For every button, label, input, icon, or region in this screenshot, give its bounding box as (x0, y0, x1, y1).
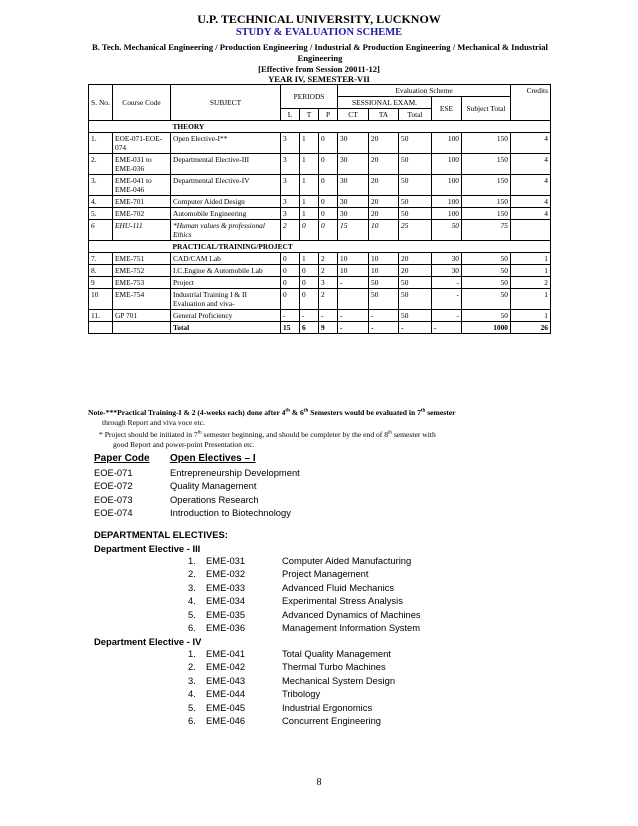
cell-ta: 20 (369, 196, 399, 208)
elective-number: 2. (188, 661, 196, 672)
elective-code: EME-043 (206, 674, 246, 686)
elective-title: Mechanical System Design (282, 674, 396, 686)
cell-code: EHU-111 (113, 220, 171, 241)
cell-ta: 50 (369, 289, 399, 310)
sub-t-header: T (300, 109, 319, 121)
cell-l: 3 (281, 196, 300, 208)
elective-title: Total Quality Management (282, 647, 391, 659)
elective4-items (94, 647, 554, 728)
cell-ct: 10 (338, 253, 369, 265)
cell-sno: 4. (89, 196, 113, 208)
cell-ese: 100 (432, 133, 462, 154)
cell-ct: 15 (338, 220, 369, 241)
col-sessional-header: SESSIONAL EXAM. (338, 97, 432, 109)
elective-number: 5. (188, 701, 196, 713)
cell-code: EME-752 (113, 265, 171, 277)
cell-p: 0 (319, 220, 338, 241)
scheme-title: STUDY & EVALUATION SCHEME (235, 27, 403, 38)
elective3-item (94, 567, 554, 581)
cell-subject: General Proficiency (171, 310, 281, 322)
elective-title: Tribology (282, 688, 321, 699)
elective-code: EOE-072 (94, 480, 133, 491)
total-label: Total (171, 322, 281, 334)
cell-t: 0 (300, 277, 319, 289)
header-row-1 (89, 85, 551, 97)
cell-sno: 5. (89, 208, 113, 220)
cell-total: 50 (399, 196, 432, 208)
elective-title: Industrial Ergonomics (282, 701, 373, 713)
cell-ese: - (432, 277, 462, 289)
cell-ta: - (369, 310, 399, 322)
cell-code: GP 701 (113, 310, 171, 322)
cell-ese: 100 (432, 208, 462, 220)
col-credits-header: Credits (511, 85, 551, 121)
cell-ese: 50 (432, 220, 462, 241)
cell-p: 0 (319, 133, 338, 154)
cell-total: 50 (399, 289, 432, 310)
open-electives-heading-row (94, 452, 554, 466)
cell-ct: 30 (338, 133, 369, 154)
cell-ese: 100 (432, 196, 462, 208)
elective-code: EOE-071 (94, 466, 133, 478)
cell-subject: Open Elective-I** (171, 133, 281, 154)
elective-title: Operations Research (170, 493, 259, 505)
theory-row (89, 220, 551, 241)
col-periods-header: PERIODS (281, 85, 338, 109)
total-row (89, 322, 551, 334)
elective-title: Advanced Fluid Mechanics (282, 581, 395, 593)
elective-code: EME-045 (206, 701, 246, 713)
cell-p: 2 (319, 265, 338, 277)
col-ese-header: ESE (432, 97, 462, 121)
cell-st: 50 (462, 310, 511, 322)
practical-row (89, 265, 551, 277)
note-project: * Project should be initiated in 7th semester beginning, and should be completer by the end of 8th semester with (99, 430, 436, 439)
open-elective-item (94, 479, 554, 493)
cell-t: 1 (300, 133, 319, 154)
cell-ta: 20 (369, 208, 399, 220)
cell-ese: 100 (432, 154, 462, 175)
cell-sno: 10 (89, 289, 113, 310)
theory-row (89, 196, 551, 208)
cell-st: 150 (462, 154, 511, 175)
cell-ese: 30 (432, 265, 462, 277)
cell-t: 1 (300, 175, 319, 196)
cell-ct: 10 (338, 265, 369, 277)
cell-ct: - (338, 277, 369, 289)
elective-title: Entrepreneurship Development (170, 466, 300, 478)
practical-row (89, 310, 551, 322)
total-t: 6 (300, 322, 319, 334)
cell-l: 0 (281, 289, 300, 310)
total-total: - (399, 322, 432, 334)
cell-code: EME-031 to EME-036 (113, 154, 171, 175)
elective-number: 3. (188, 581, 196, 593)
cell-l: 3 (281, 133, 300, 154)
elective3-item (94, 581, 554, 595)
theory-rows (89, 133, 551, 241)
col-code-header: Course Code (113, 85, 171, 121)
sub-l-header: L (281, 109, 300, 121)
cell-l: 2 (281, 220, 300, 241)
cell-st: 150 (462, 175, 511, 196)
elective3-item (94, 608, 554, 622)
elective-number: 3. (188, 674, 196, 686)
cell-credits: 1 (511, 253, 551, 265)
cell-t: 0 (300, 289, 319, 310)
page-number: 8 (316, 777, 322, 788)
elective-title: Project Management (282, 568, 369, 579)
theory-row (89, 154, 551, 175)
cell-ese: - (432, 289, 462, 310)
cell-p: 2 (319, 253, 338, 265)
open-electives-items (94, 466, 554, 520)
cell-p: 0 (319, 175, 338, 196)
cell-sno: 3. (89, 175, 113, 196)
cell-ese: 100 (432, 175, 462, 196)
effective-session: [Effective from Session 20011-12] (258, 64, 380, 74)
col-subject-total-header: Subject Total (462, 97, 511, 121)
cell-sno: 1. (89, 133, 113, 154)
cell-ta: 20 (369, 175, 399, 196)
cell-subject: Computer Aided Design (171, 196, 281, 208)
cell-total: 20 (399, 265, 432, 277)
cell-credits: 4 (511, 133, 551, 154)
elective3-item (94, 594, 554, 608)
elective-number: 6. (188, 622, 196, 633)
cell-subject: Departmental Elective-IV (171, 175, 281, 196)
elective4-heading: Department Elective - IV (94, 635, 202, 647)
total-p: 9 (319, 322, 338, 334)
cell-total: 50 (399, 175, 432, 196)
open-elective-item (94, 493, 554, 507)
cell-credits: 1 (511, 265, 551, 277)
cell-st: 150 (462, 196, 511, 208)
cell-credits: 4 (511, 175, 551, 196)
total-credits: 26 (511, 322, 551, 334)
elective3-item (94, 554, 554, 568)
section-theory-row (89, 121, 551, 133)
section-practical-label: PRACTICAL/TRAINING/PROJECT (171, 241, 551, 253)
elective-title: Thermal Turbo Machines (282, 661, 386, 672)
open-electives-heading: Open Electives – I (170, 453, 256, 464)
elective4-item (94, 687, 554, 701)
elective3-item (94, 621, 554, 635)
note-practical-training-line2: through Report and viva voce etc. (102, 418, 205, 427)
cell-subject: I.C.Engine & Automobile Lab (171, 265, 281, 277)
elective-number: 2. (188, 568, 196, 579)
cell-total: 50 (399, 154, 432, 175)
elective-code: EME-035 (206, 608, 246, 620)
cell-ese: 30 (432, 253, 462, 265)
elective-title: Computer Aided Manufacturing (282, 554, 412, 566)
cell-p: 0 (319, 196, 338, 208)
cell-t: 1 (300, 196, 319, 208)
elective-number: 6. (188, 715, 196, 726)
cell-sno: 11. (89, 310, 113, 322)
cell-l: 3 (281, 154, 300, 175)
cell-l: 3 (281, 175, 300, 196)
practical-row (89, 289, 551, 310)
evaluation-scheme-table (88, 84, 551, 334)
cell-l: 0 (281, 265, 300, 277)
cell-credits: 1 (511, 310, 551, 322)
cell-p: 0 (319, 208, 338, 220)
cell-ct: 30 (338, 175, 369, 196)
cell-ta: 20 (369, 133, 399, 154)
cell-credits (511, 220, 551, 241)
cell-ta: 20 (369, 154, 399, 175)
sub-ta-header: TA (369, 109, 399, 121)
cell-credits: 4 (511, 208, 551, 220)
elective-title: Advanced Dynamics of Machines (282, 608, 421, 620)
cell-l: 3 (281, 208, 300, 220)
departmental-heading: DEPARTMENTAL ELECTIVES: (94, 529, 228, 540)
cell-credits: 4 (511, 154, 551, 175)
col-sno-header: S. No. (89, 85, 113, 121)
cell-ta: 10 (369, 253, 399, 265)
cell-t: 1 (300, 208, 319, 220)
cell-t: - (300, 310, 319, 322)
cell-t: 0 (300, 265, 319, 277)
practical-row (89, 277, 551, 289)
cell-sno: 6 (89, 220, 113, 241)
cell-credits: 4 (511, 196, 551, 208)
cell-t: 1 (300, 253, 319, 265)
open-elective-item (94, 506, 554, 520)
elective-title: Introduction to Biotechnology (170, 507, 291, 518)
total-ct: - (338, 322, 369, 334)
cell-sno: 8. (89, 265, 113, 277)
cell-st: 75 (462, 220, 511, 241)
cell-subject: Project (171, 277, 281, 289)
cell-p: 3 (319, 277, 338, 289)
cell-t: 0 (300, 220, 319, 241)
cell-sno: 7. (89, 253, 113, 265)
theory-row (89, 175, 551, 196)
elective-title: Quality Management (170, 480, 257, 491)
elective-code: EME-046 (206, 715, 246, 726)
sub-p-header: P (319, 109, 338, 121)
cell-subject: CAD/CAM Lab (171, 253, 281, 265)
cell-code: EME-702 (113, 208, 171, 220)
cell-credits: 2 (511, 277, 551, 289)
cell-code: EME-041 to EME-046 (113, 175, 171, 196)
cell-l: - (281, 310, 300, 322)
elective4-item (94, 674, 554, 688)
cell-ta: 10 (369, 265, 399, 277)
paper-code-heading: Paper Code (94, 453, 150, 464)
elective-code: EME-041 (206, 647, 246, 659)
elective-number: 1. (188, 647, 196, 659)
cell-code: EME-751 (113, 253, 171, 265)
cell-st: 150 (462, 208, 511, 220)
departmental-electives (94, 528, 554, 728)
cell-l: 0 (281, 277, 300, 289)
cell-subject: Departmental Elective-III (171, 154, 281, 175)
cell-p: - (319, 310, 338, 322)
programmes-line: B. Tech. Mechanical Engineering / Production Engineering / Industrial & Production Engineering / Mechanical & Industrial Engineering (92, 42, 548, 63)
total-ese: - (432, 322, 462, 334)
cell-st: 150 (462, 133, 511, 154)
cell-st: 50 (462, 289, 511, 310)
cell-ct: 30 (338, 154, 369, 175)
elective-code: EME-031 (206, 554, 246, 566)
col-subject-header: SUBJECT (171, 85, 281, 121)
elective-code: EME-036 (206, 622, 246, 633)
elective-code: EME-033 (206, 581, 246, 593)
section-practical-row (89, 241, 551, 253)
cell-total: 50 (399, 310, 432, 322)
open-elective-item (94, 466, 554, 480)
note-project-line2: good Report and power-point Presentation etc. (113, 440, 255, 449)
practical-row (89, 253, 551, 265)
university-title: U.P. TECHNICAL UNIVERSITY, LUCKNOW (197, 12, 441, 26)
cell-total: 25 (399, 220, 432, 241)
elective4-item (94, 647, 554, 661)
total-l: 15 (281, 322, 300, 334)
cell-subject: *Human values & professional Ethics (171, 220, 281, 241)
practical-rows (89, 253, 551, 322)
cell-ta: 10 (369, 220, 399, 241)
cell-t: 1 (300, 154, 319, 175)
elective4-item (94, 701, 554, 715)
sub-total-header: Total (399, 109, 432, 121)
elective-code: EME-042 (206, 661, 246, 672)
elective4-item (94, 660, 554, 674)
total-ta: - (369, 322, 399, 334)
elective4-item (94, 714, 554, 728)
section-theory-label: THEORY (171, 121, 551, 133)
cell-subject: Automobile Engineering (171, 208, 281, 220)
cell-code: EME-753 (113, 277, 171, 289)
elective-code: EOE-074 (94, 507, 133, 518)
cell-sno: 2. (89, 154, 113, 175)
elective-title: Concurrent Engineering (282, 715, 382, 726)
cell-ct: 30 (338, 208, 369, 220)
cell-subject: Industrial Training I & II Evaluation and viva- (171, 289, 281, 310)
cell-credits: 1 (511, 289, 551, 310)
elective-code: EME-032 (206, 568, 246, 579)
elective-code: EOE-073 (94, 493, 133, 505)
cell-ct (338, 289, 369, 310)
cell-l: 0 (281, 253, 300, 265)
cell-p: 0 (319, 154, 338, 175)
cell-code: EME-701 (113, 196, 171, 208)
cell-ct: - (338, 310, 369, 322)
theory-row (89, 208, 551, 220)
year-semester: YEAR IV, SEMESTER-VII (268, 74, 370, 84)
cell-sno: 9 (89, 277, 113, 289)
cell-code: EOE-071-EOE-074 (113, 133, 171, 154)
open-electives-list (94, 452, 554, 520)
elective-number: 5. (188, 608, 196, 620)
elective3-items (94, 554, 554, 635)
elective-number: 1. (188, 554, 196, 566)
cell-total: 50 (399, 208, 432, 220)
cell-st: 50 (462, 253, 511, 265)
cell-ta: 50 (369, 277, 399, 289)
elective3-heading: Department Elective - III (94, 542, 201, 554)
cell-code: EME-754 (113, 289, 171, 310)
cell-st: 50 (462, 265, 511, 277)
cell-total: 20 (399, 253, 432, 265)
elective-number: 4. (188, 688, 196, 699)
cell-ct: 30 (338, 196, 369, 208)
col-eval-header: Evaluation Scheme (338, 85, 511, 97)
elective-title: Management Information System (282, 622, 421, 633)
total-subject-total: 1000 (462, 322, 511, 334)
elective-code: EME-044 (206, 688, 246, 699)
elective-title: Experimental Stress Analysis (282, 595, 403, 606)
cell-p: 2 (319, 289, 338, 310)
theory-row (89, 133, 551, 154)
elective-number: 4. (188, 595, 196, 606)
cell-st: 50 (462, 277, 511, 289)
note-practical-training: Note-***Practical Training-I & 2 (4-weeks each) done after 4th & 6th Semesters would be evaluated in 7th semester (88, 408, 456, 417)
cell-total: 50 (399, 133, 432, 154)
cell-ese: - (432, 310, 462, 322)
elective-code: EME-034 (206, 595, 246, 606)
sub-ct-header: CT (338, 109, 369, 121)
cell-total: 50 (399, 277, 432, 289)
